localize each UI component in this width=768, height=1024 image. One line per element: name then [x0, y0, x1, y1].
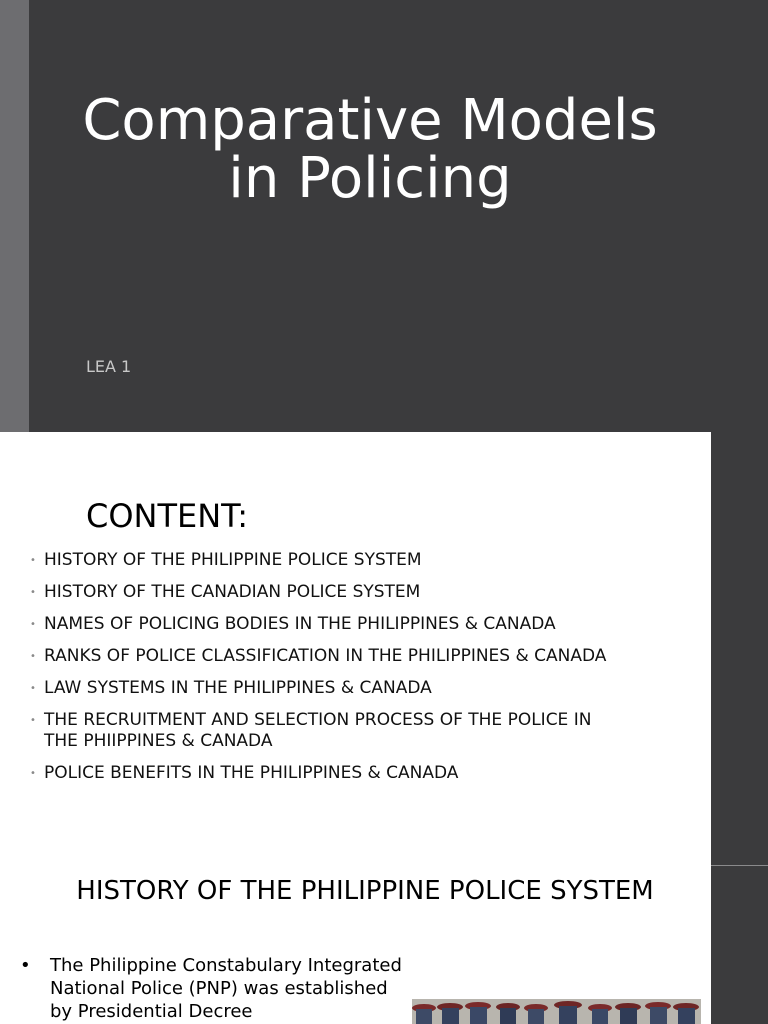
- bullet-icon: •: [30, 715, 36, 726]
- list-item: [30, 678, 630, 699]
- bullet-icon: •: [30, 555, 36, 566]
- bullet-icon: •: [30, 651, 36, 662]
- list-item: [30, 763, 630, 784]
- bullet-icon: •: [30, 768, 36, 779]
- list-item: [30, 646, 630, 667]
- content-heading: CONTENT:: [86, 497, 248, 535]
- bullet-icon: •: [30, 619, 36, 630]
- history-heading: HISTORY OF THE PHILIPPINE POLICE SYSTEM: [76, 876, 654, 906]
- list-item-text: POLICE BENEFITS IN THE PHILIPPINES & CANADA: [44, 763, 459, 783]
- list-item-text: RANKS OF POLICE CLASSIFICATION IN THE PHILIPPINES & CANADA: [44, 646, 607, 666]
- content-list: [30, 550, 630, 795]
- list-item-text: HISTORY OF THE CANADIAN POLICE SYSTEM: [44, 582, 421, 602]
- list-item-text: NAMES OF POLICING BODIES IN THE PHILIPPINES & CANADA: [44, 614, 556, 634]
- slide-subtitle: LEA 1: [86, 357, 132, 376]
- bullet-icon: •: [30, 587, 36, 598]
- slide-gutter: [711, 432, 768, 1024]
- list-item: [30, 550, 630, 571]
- slide-divider: [711, 865, 768, 866]
- history-paragraph-text: The Philippine Constabulary Integrated National Police (PNP) was established by Presidential Decree: [50, 955, 402, 1022]
- list-item-text: HISTORY OF THE PHILIPPINE POLICE SYSTEM: [44, 550, 422, 570]
- history-slide: [0, 866, 711, 1024]
- bullet-icon: •: [20, 955, 31, 976]
- police-photo: [412, 999, 701, 1024]
- slide-title: Comparative Models in Policing: [82, 88, 658, 211]
- history-paragraph: [20, 954, 410, 1023]
- content-slide: [0, 432, 711, 866]
- list-item: [30, 614, 630, 635]
- bullet-icon: •: [30, 683, 36, 694]
- list-item-text: LAW SYSTEMS IN THE PHILIPPINES & CANADA: [44, 678, 432, 698]
- accent-bar: [0, 0, 29, 432]
- list-item: [30, 582, 630, 603]
- title-slide: [0, 0, 768, 432]
- list-item-text: THE RECRUITMENT AND SELECTION PROCESS OF THE POLICE IN THE PHIIPPINES & CANADA: [44, 710, 592, 751]
- list-item: [30, 710, 630, 752]
